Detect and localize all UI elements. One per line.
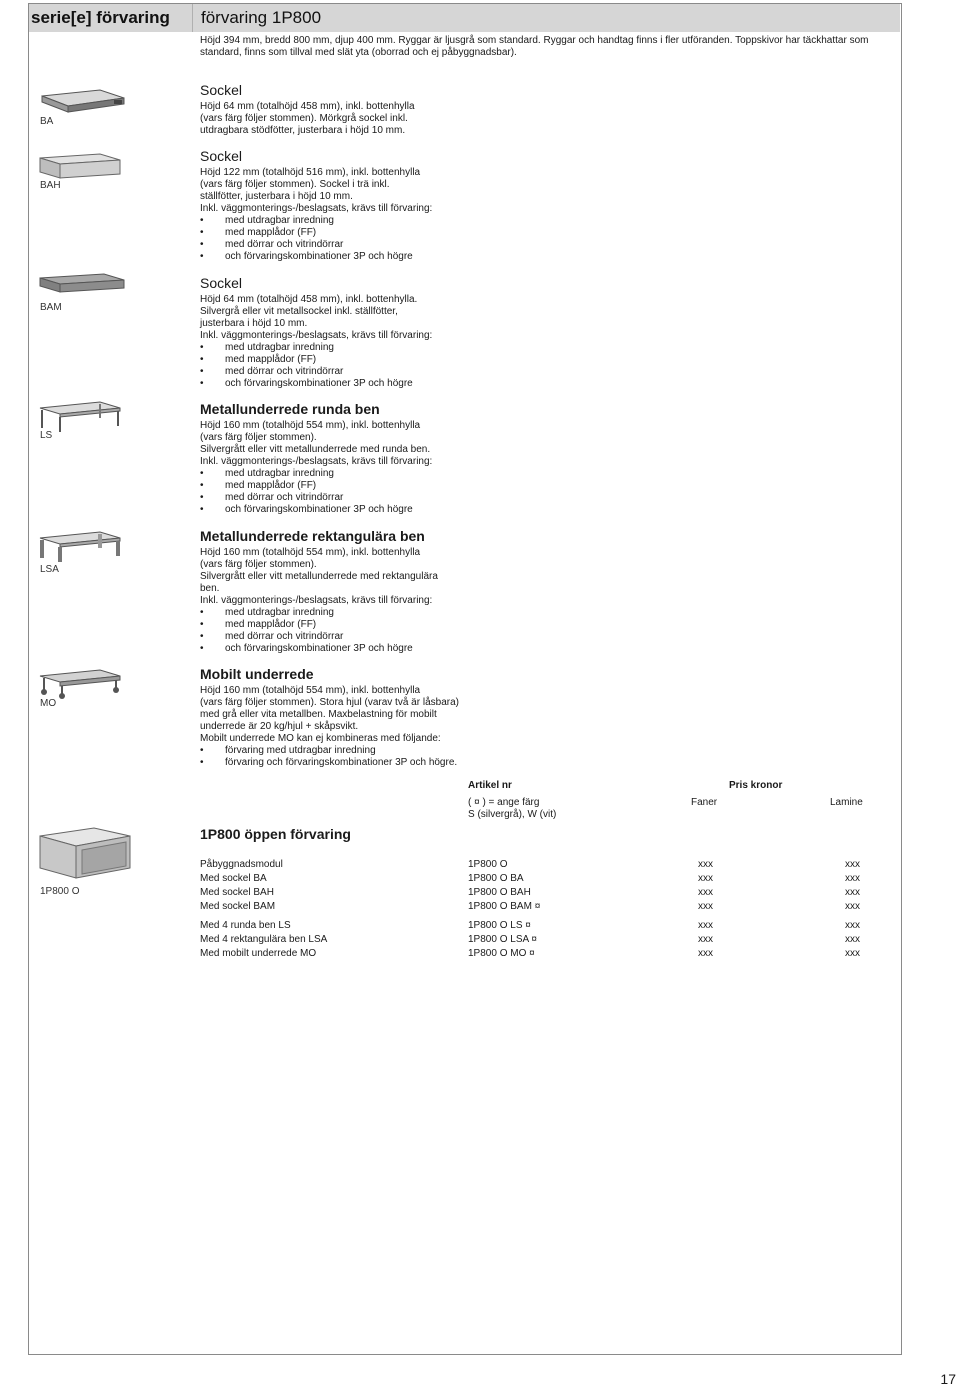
row-faner-price: xxx (698, 920, 713, 931)
section-title: Metallunderrede runda ben (200, 401, 380, 417)
section-line: Inkl. väggmonterings-/beslagsats, krävs till förvaring: (200, 330, 433, 341)
lamine-header: Lamine (830, 797, 863, 808)
page-number: 17 (940, 1371, 956, 1387)
sockel-bam-image (38, 272, 128, 300)
section-line: Höjd 160 mm (totalhöjd 554 mm), inkl. bottenhylla (200, 420, 421, 431)
bullet-item: • med dörrar och vitrindörrar (200, 492, 500, 504)
section-title: Metallunderrede rektangulära ben (200, 528, 425, 544)
row-article: 1P800 O MO ¤ (468, 948, 535, 959)
section-title: Sockel (200, 148, 243, 164)
bullet-item: • med utdragbar inredning (200, 342, 500, 354)
section-line: ställfötter, justerbara i höjd 10 mm. (200, 191, 353, 202)
row-name: Med 4 rektangulära ben LSA (200, 934, 328, 945)
section-mo (200, 666, 500, 769)
row-article: 1P800 O (468, 859, 508, 870)
row-name: Med sockel BA (200, 873, 267, 884)
bullet-item: • med mapplådor (FF) (200, 480, 500, 492)
faner-header: Faner (691, 797, 718, 808)
section-line: Höjd 64 mm (totalhöjd 458 mm), inkl. bottenhylla. (200, 294, 418, 305)
header-divider (192, 4, 193, 32)
row-faner-price: xxx (698, 934, 713, 945)
bullet-item: • med utdragbar inredning (200, 215, 500, 227)
bullet-item: • och förvaringskombinationer 3P och högre (200, 643, 500, 655)
row-name: Påbyggnadsmodul (200, 859, 283, 870)
section-line: utdragbara stödfötter, justerbara i höjd 10 mm. (200, 125, 406, 136)
row-name: Med 4 runda ben LS (200, 920, 291, 931)
section-bah (200, 148, 500, 263)
row-name: Med sockel BAH (200, 887, 274, 898)
bullet-item: • med utdragbar inredning (200, 607, 500, 619)
series-title: serie[e] förvaring (31, 8, 170, 27)
note-color: ( ¤ ) = ange färg (468, 797, 540, 808)
section-line: Silvergrått eller vitt metallunderrede med rektangulära (200, 571, 438, 582)
row-article: 1P800 O BAM ¤ (468, 901, 541, 912)
pris-header: Pris kronor (729, 780, 783, 791)
section-ba (200, 82, 500, 137)
section-line: Inkl. väggmonterings-/beslagsats, krävs till förvaring: (200, 456, 433, 467)
row-faner-price: xxx (698, 887, 713, 898)
row-lamine-price: xxx (845, 873, 860, 884)
thumb-label-ls: LS (40, 430, 53, 441)
bullet-item: • med dörrar och vitrindörrar (200, 631, 500, 643)
page-title: förvaring 1P800 (201, 8, 322, 27)
bullet-item: • med mapplådor (FF) (200, 227, 500, 239)
row-article: 1P800 O LS ¤ (468, 920, 531, 931)
bullet-item: • förvaring och förvaringskombinationer 3P och högre. (200, 757, 500, 769)
row-lamine-price: xxx (845, 901, 860, 912)
row-faner-price: xxx (698, 873, 713, 884)
bullet-item: • och förvaringskombinationer 3P och högre (200, 251, 500, 263)
oppen-forvaring-image (38, 826, 138, 882)
section-line: Höjd 122 mm (totalhöjd 516 mm), inkl. bottenhylla (200, 167, 421, 178)
row-faner-price: xxx (698, 948, 713, 959)
section-line: Inkl. väggmonterings-/beslagsats, krävs till förvaring: (200, 595, 433, 606)
bullet-item: • med utdragbar inredning (200, 468, 500, 480)
row-lamine-price: xxx (845, 887, 860, 898)
underrede-mo-image (38, 668, 128, 702)
thumb-label-mo: MO (40, 698, 57, 709)
underrede-lsa-image (38, 530, 128, 566)
thumb-label-bah: BAH (40, 180, 61, 191)
intro-text: Höjd 394 mm, bredd 800 mm, djup 400 mm. Ryggar är ljusgrå som standard. Ryggar och handtag finns i fler utföranden. Toppskivor har täckhattar som standard, finns som tillval med slät yta (oborrad och ej påbyggnadsbar). (200, 35, 869, 58)
section-line: Mobilt underrede MO kan ej kombineras med följande: (200, 733, 441, 744)
section-line: underrede är 20 kg/hjul + skåpsvikt. (200, 721, 359, 732)
bullet-item: • med dörrar och vitrindörrar (200, 366, 500, 378)
section-line: Höjd 160 mm (totalhöjd 554 mm), inkl. bottenhylla (200, 685, 421, 696)
section-line: (vars färg följer stommen). (200, 432, 317, 443)
section-ls (200, 401, 500, 516)
bullet-item: • med mapplådor (FF) (200, 619, 500, 631)
section-line: justerbara i höjd 10 mm. (200, 318, 308, 329)
row-article: 1P800 O LSA ¤ (468, 934, 537, 945)
section-lsa (200, 528, 500, 655)
bullet-item: • och förvaringskombinationer 3P och högre (200, 504, 500, 516)
section-line: Höjd 64 mm (totalhöjd 458 mm), inkl. bottenhylla (200, 101, 415, 112)
row-faner-price: xxx (698, 859, 713, 870)
section-line: (vars färg följer stommen). Mörkgrå sockel inkl. (200, 113, 408, 124)
section-line: (vars färg följer stommen). Stora hjul (varav två är låsbara) (200, 697, 459, 708)
row-name: Med sockel BAM (200, 901, 276, 912)
section-title: Mobilt underrede (200, 666, 314, 682)
section-line: Silvergrå eller vit metallsockel inkl. ställfötter, (200, 306, 398, 317)
section-line: med grå eller vita metallben. Maxbelastning för mobilt (200, 709, 437, 720)
row-lamine-price: xxx (845, 948, 860, 959)
artikel-header: Artikel nr (468, 780, 512, 791)
row-lamine-price: xxx (845, 859, 860, 870)
section-line: Silvergrått eller vitt metallunderrede med runda ben. (200, 444, 431, 455)
thumb-label-bam: BAM (40, 302, 62, 313)
thumb-label-lsa: LSA (40, 564, 59, 575)
bullet-item: • förvaring med utdragbar inredning (200, 745, 500, 757)
bullet-item: • med dörrar och vitrindörrar (200, 239, 500, 251)
section-line: Höjd 160 mm (totalhöjd 554 mm), inkl. bottenhylla (200, 547, 421, 558)
row-lamine-price: xxx (845, 934, 860, 945)
row-name: Med mobilt underrede MO (200, 948, 317, 959)
row-article: 1P800 O BAH (468, 887, 531, 898)
bullet-item: • med mapplådor (FF) (200, 354, 500, 366)
row-lamine-price: xxx (845, 920, 860, 931)
bullet-item: • och förvaringskombinationer 3P och högre (200, 378, 500, 390)
thumb-label-ba: BA (40, 116, 54, 127)
section-title: Sockel (200, 275, 243, 291)
section-line: (vars färg följer stommen). Sockel i trä inkl. (200, 179, 390, 190)
section-line: Inkl. väggmonterings-/beslagsats, krävs till förvaring: (200, 203, 433, 214)
thumb-label-1p800-o: 1P800 O (40, 886, 80, 897)
page-header (29, 4, 900, 32)
row-faner-price: xxx (698, 901, 713, 912)
product-title: 1P800 öppen förvaring (200, 826, 351, 842)
section-title: Sockel (200, 82, 243, 98)
note-colors-list: S (silvergrå), W (vit) (468, 809, 557, 820)
section-bam (200, 275, 500, 390)
row-article: 1P800 O BA (468, 873, 524, 884)
section-line: ben. (200, 583, 220, 594)
section-line: (vars färg följer stommen). (200, 559, 317, 570)
